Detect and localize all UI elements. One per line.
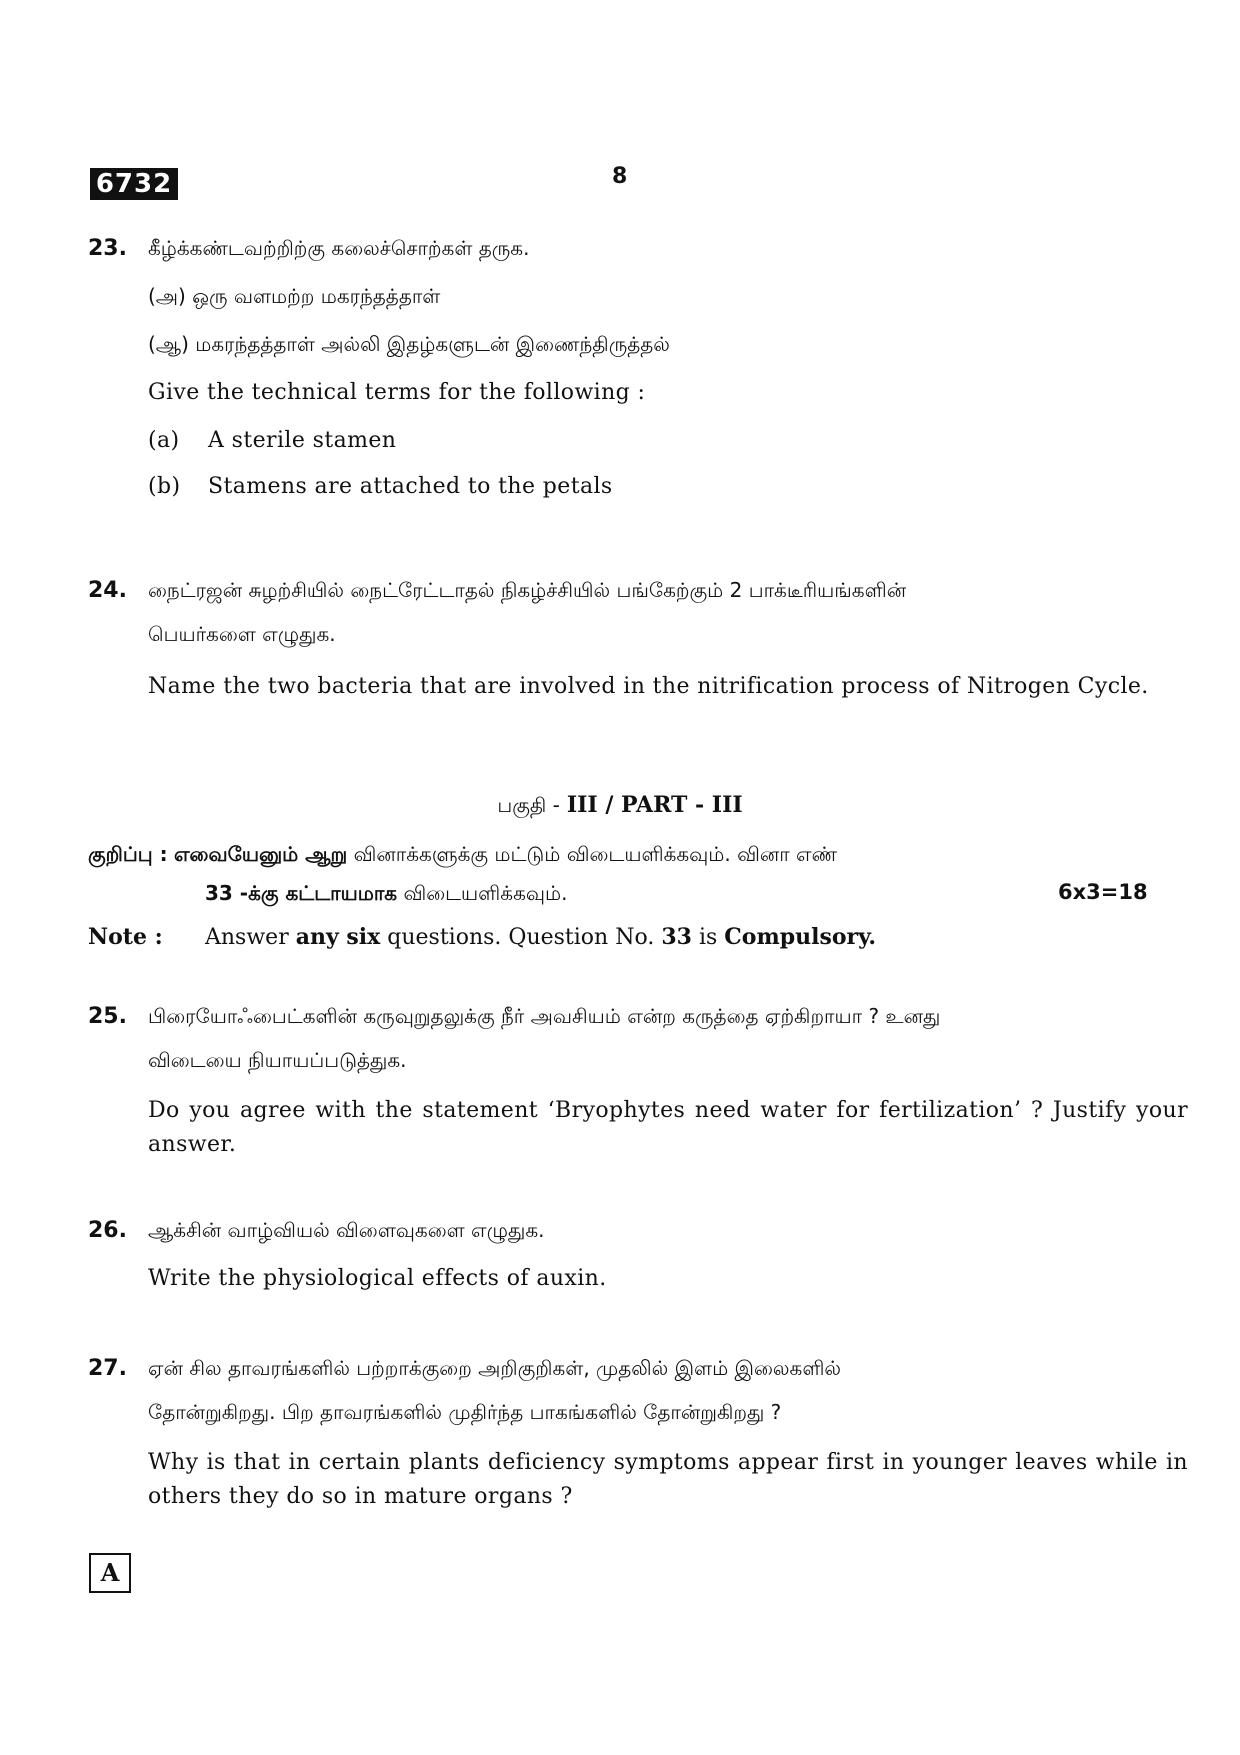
- question-text-english: Write the physiological effects of auxin.: [148, 1266, 607, 1291]
- question-text-tamil-line1: நைட்ரஜன் சுழற்சியில் நைட்ரேட்டாதல் நிகழ்ச்சியில் பங்கேற்கும் 2 பாக்டீரியங்களின்: [148, 578, 907, 602]
- question-text-tamil: கீழ்க்கண்டவற்றிற்கு கலைச்சொற்கள் தருக.: [148, 236, 530, 260]
- paper-code-badge: 6732: [90, 168, 178, 200]
- question-text-tamil-line1: பிரையோஃபைட்களின் கருவுறுதலுக்கு நீர் அவசியம் என்ற கருத்தை ஏற்கிறாயா ? உனது: [148, 1004, 941, 1028]
- question-text-tamil: ஆக்சின் வாழ்வியல் விளைவுகளை எழுதுக.: [148, 1218, 545, 1242]
- question-number: 25.: [88, 1004, 127, 1029]
- note-tamil: குறிப்பு : எவையேனும் ஆறு வினாக்களுக்கு மட்டும் விடையளிக்கவும். வினா எண் 33 -க்கு கட்டாயமாக விடையளிக்கவும்.: [88, 842, 838, 905]
- question-text-tamil-line2: தோன்றுகிறது. பிற தாவரங்களில் முதிர்ந்த பாகங்களில் தோன்றுகிறது ?: [148, 1400, 782, 1424]
- question-text-english: Why is that in certain plants deficiency symptoms appear first in younger leaves while in others they do so in mature organs ?: [148, 1450, 1188, 1509]
- question-number: 24.: [88, 578, 127, 603]
- option-tamil-1: (அ) ஒரு வளமற்ற மகரந்தத்தாள்: [148, 284, 441, 308]
- question-text-english: Do you agree with the statement ‘Bryophytes need water for fertilization’ ? Justify your answer.: [148, 1098, 1188, 1157]
- question-text-english: Name the two bacteria that are involved in the nitrification process of Nitrogen Cycle.: [148, 674, 1149, 699]
- note-english: Note : Answer any six questions. Question No. 33 is Compulsory.: [88, 924, 877, 950]
- question-text-tamil-line2: பெயர்களை எழுதுக.: [148, 622, 336, 646]
- question-text-tamil-line1: ஏன் சில தாவரங்களில் பற்றாக்குறை அறிகுறிகள், முதலில் இளம் இலைகளில்: [148, 1356, 842, 1380]
- version-mark-box: A: [89, 1553, 131, 1593]
- marks-allocation: 6x3=18: [1058, 880, 1148, 904]
- page-number: 8: [612, 164, 628, 189]
- question-number: 27.: [88, 1356, 127, 1381]
- question-number: 26.: [88, 1218, 127, 1243]
- question-number: 23.: [88, 236, 127, 261]
- option-tamil-2: (ஆ) மகரந்தத்தாள் அல்லி இதழ்களுடன் இணைந்திருத்தல்: [148, 332, 670, 356]
- part-heading: பகுதி - III / PART - III: [497, 792, 743, 818]
- option-english-a: (a) A sterile stamen: [148, 428, 397, 453]
- question-text-tamil-line2: விடையை நியாயப்படுத்துக.: [148, 1048, 407, 1072]
- question-text-english: Give the technical terms for the following :: [148, 380, 646, 405]
- option-english-b: (b) Stamens are attached to the petals: [148, 474, 613, 499]
